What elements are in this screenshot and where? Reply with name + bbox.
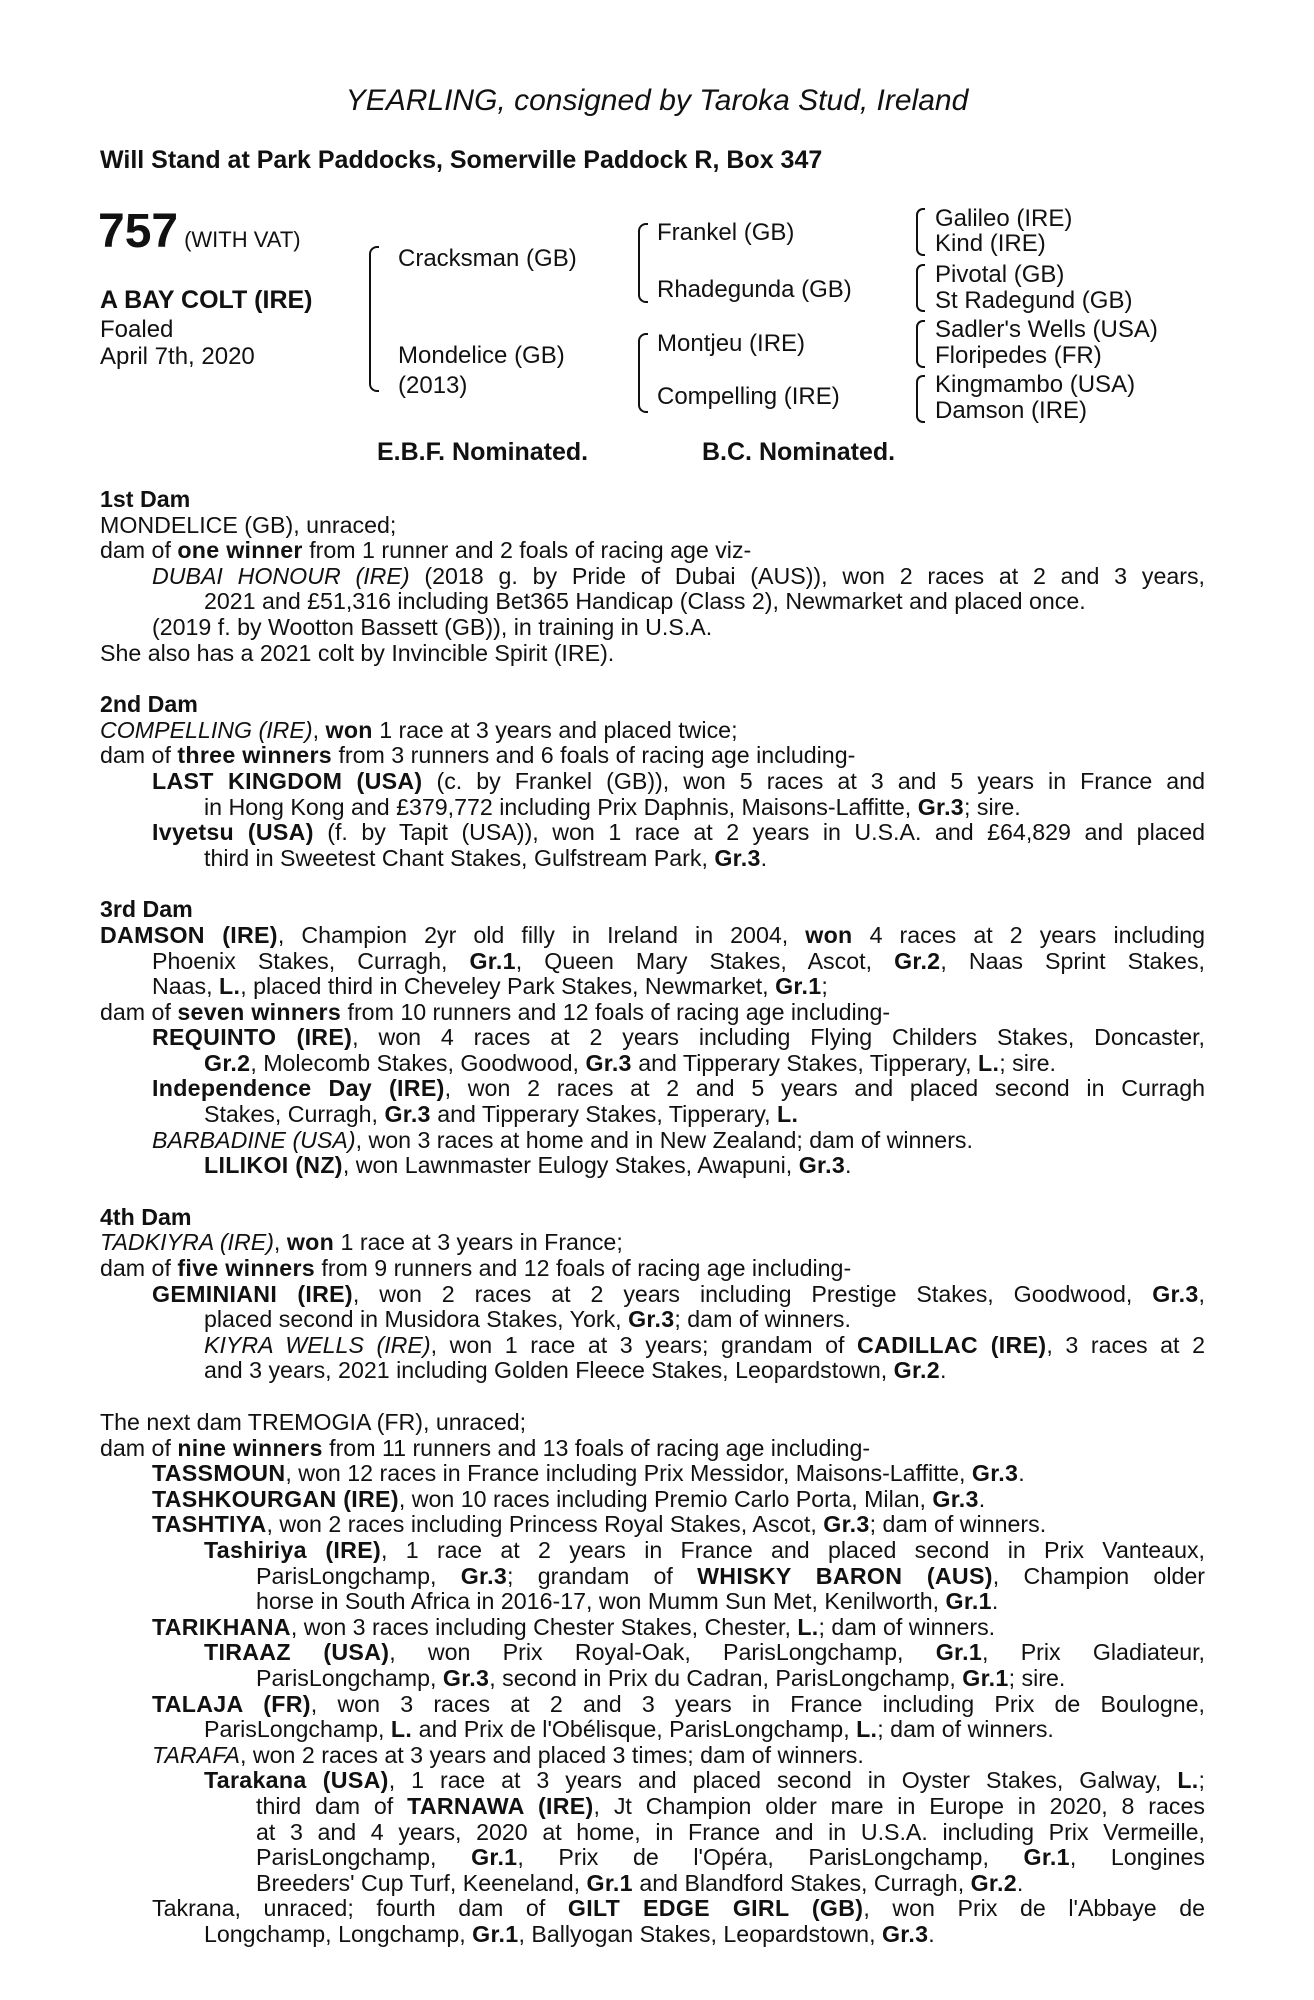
next-dam-line bbox=[100, 1871, 1205, 1897]
next-dam-line bbox=[100, 1512, 1205, 1538]
text-run: , won 1 race at 3 years; grandam of bbox=[430, 1331, 858, 1358]
text-run: , Prix de l'Opéra, ParisLongchamp, bbox=[517, 1844, 1024, 1871]
text-run: , Champion 2yr old filly in Ireland in 2004, bbox=[277, 921, 806, 948]
first-dam-line: She also has a 2021 colt by Invincible Spirit (IRE). bbox=[100, 639, 615, 666]
first-dam-heading: 1st Dam bbox=[100, 486, 191, 512]
stand-location: Will Stand at Park Paddocks, Somerville Paddock R, Box 347 bbox=[100, 146, 823, 174]
text-run: . bbox=[978, 1485, 986, 1512]
text-run: won bbox=[286, 1229, 335, 1256]
text-run: Gr.1 bbox=[945, 1588, 992, 1615]
text-run: , 3 races at 2 bbox=[1046, 1331, 1205, 1358]
text-run: ParisLongchamp, bbox=[256, 1844, 472, 1871]
pedigree-g1: Galileo (IRE) bbox=[935, 205, 1073, 232]
text-run: Gr.2 bbox=[893, 1357, 940, 1384]
text-run: nine winners bbox=[177, 1434, 323, 1461]
text-run: GILT EDGE GIRL (GB) bbox=[567, 1895, 864, 1922]
text-run: dam of bbox=[100, 742, 178, 769]
text-run: , won 10 races including Premio Carlo Porta, Milan, bbox=[398, 1485, 933, 1512]
lot-number-value: 757 bbox=[98, 205, 179, 258]
text-run: from 10 runners and 12 foals of racing age including- bbox=[341, 998, 891, 1025]
text-run: dam of bbox=[100, 1255, 178, 1282]
text-run: from 9 runners and 12 foals of racing age including- bbox=[314, 1255, 852, 1282]
text-run: ParisLongchamp, bbox=[256, 1664, 443, 1691]
text-run: , Longines bbox=[1069, 1844, 1205, 1871]
text-run: . bbox=[928, 1920, 935, 1947]
text-run: L. bbox=[777, 1101, 799, 1128]
text-run: TASSMOUN bbox=[152, 1460, 286, 1487]
text-run: ; sire. bbox=[964, 793, 1021, 820]
text-run: Gr.3 bbox=[714, 844, 761, 871]
text-run: Phoenix Stakes, Curragh, bbox=[152, 947, 470, 974]
text-run: one winner bbox=[177, 537, 303, 564]
brace-g1 bbox=[916, 208, 925, 256]
brace-dam bbox=[638, 333, 648, 413]
text-run: five winners bbox=[177, 1255, 315, 1282]
consignment-line: YEARLING, consigned by Taroka Stud, Ireland bbox=[345, 84, 969, 117]
first-dam-line: (2019 f. by Wootton Bassett (GB)), in training in U.S.A. bbox=[152, 613, 713, 640]
text-run: TADKIYRA (IRE) bbox=[100, 1229, 274, 1256]
next-dam-line bbox=[100, 1589, 1205, 1615]
text-run: Gr.3 bbox=[798, 1152, 846, 1179]
next-dam-line bbox=[100, 1640, 1205, 1666]
text-run: 4 races at 2 years including bbox=[852, 921, 1205, 948]
ebf-nomination: E.B.F. Nominated. bbox=[377, 438, 589, 466]
fourth-dam-line bbox=[100, 1307, 1205, 1333]
text-run: dam of bbox=[100, 998, 178, 1025]
text-run: , Prix Gladiateur, bbox=[982, 1639, 1206, 1666]
text-run: Gr.3 bbox=[823, 1511, 870, 1538]
second-dam-line bbox=[100, 820, 1205, 846]
text-run: , 1 race at 3 years and placed second in Oyster Stakes, Galway, bbox=[388, 1767, 1178, 1794]
text-run: 1 race at 3 years and placed twice; bbox=[372, 716, 738, 743]
brace-g4 bbox=[916, 375, 925, 423]
next-dam-line bbox=[100, 1564, 1205, 1590]
text-run: Gr.3 bbox=[881, 1920, 929, 1947]
text-run: , placed third in Cheveley Park Stakes, Newmarket, bbox=[240, 973, 776, 1000]
fourth-dam-line bbox=[100, 1333, 1205, 1359]
text-run: , won Lawnmaster Eulogy Stakes, Awapuni, bbox=[342, 1152, 799, 1179]
text-run: Stakes, Curragh, bbox=[204, 1101, 385, 1128]
text-run: (2018 g. by Pride of Dubai (AUS)), won 2 races at 2 and 3 years, bbox=[409, 562, 1205, 589]
next-dam-section bbox=[100, 1410, 1205, 1947]
text-run: ; sire. bbox=[1008, 1664, 1066, 1691]
text-run: Gr.1 bbox=[472, 1920, 519, 1947]
text-run: seven winners bbox=[177, 998, 342, 1025]
text-run: TARAFA bbox=[152, 1741, 241, 1768]
text-run: Gr.1 bbox=[962, 1664, 1009, 1691]
text-run: , won 4 races at 2 years including Flying Childers Stakes, Doncaster, bbox=[352, 1024, 1206, 1051]
text-run: ParisLongchamp, bbox=[256, 1562, 461, 1589]
text-run: Gr.3 bbox=[971, 1460, 1019, 1487]
text-run: ; bbox=[821, 973, 828, 1000]
brace-main bbox=[369, 246, 379, 392]
text-run: BARBADINE (USA) bbox=[152, 1126, 356, 1153]
pedigree-sire: Cracksman (GB) bbox=[398, 245, 577, 272]
text-run: , 1 race at 2 years in France and placed second in Prix Vanteaux, bbox=[381, 1536, 1205, 1563]
text-run: DUBAI HONOUR (IRE) bbox=[152, 562, 410, 589]
text-run: Ivyetsu (USA) bbox=[152, 819, 314, 846]
third-dam-line bbox=[100, 974, 1205, 1000]
next-dam-line bbox=[100, 1538, 1205, 1564]
second-dam-line bbox=[100, 743, 1205, 769]
pedigree-dam-sire: Montjeu (IRE) bbox=[657, 330, 806, 357]
text-run: placed second in Musidora Stakes, York, bbox=[204, 1306, 629, 1333]
next-dam-line bbox=[100, 1794, 1205, 1820]
text-run: Longchamp, Longchamp, bbox=[204, 1920, 473, 1947]
pedigree-g6: Floripedes (FR) bbox=[935, 342, 1102, 369]
text-run: three winners bbox=[177, 742, 333, 769]
text-run: dam of bbox=[100, 1434, 178, 1461]
third-dam-line bbox=[100, 1025, 1205, 1051]
text-run: TALAJA (FR) bbox=[152, 1690, 311, 1717]
text-run: L. bbox=[978, 1049, 1000, 1076]
second-dam-section bbox=[100, 692, 1205, 871]
third-dam-line bbox=[100, 1102, 1205, 1128]
text-run: Gr.1 bbox=[471, 1844, 518, 1871]
text-run: , won 2 races at 2 years including Prestige Stakes, Goodwood, bbox=[352, 1280, 1153, 1307]
text-run: REQUINTO (IRE) bbox=[152, 1024, 353, 1051]
fourth-dam-line bbox=[100, 1358, 1205, 1384]
third-dam-line bbox=[100, 923, 1205, 949]
brace-sire bbox=[638, 223, 648, 303]
text-run: . bbox=[760, 844, 768, 871]
fourth-dam-heading: 4th Dam bbox=[100, 1203, 192, 1230]
text-run: LAST KINGDOM (USA) bbox=[152, 767, 423, 794]
text-run: and Tipperary Stakes, Tipperary, bbox=[631, 1049, 979, 1076]
text-run: . bbox=[991, 1588, 999, 1615]
text-run: ; sire. bbox=[999, 1049, 1056, 1076]
next-dam-line bbox=[100, 1487, 1205, 1513]
lot-number bbox=[98, 204, 301, 259]
text-run: . bbox=[845, 1152, 852, 1179]
fourth-dam-line bbox=[100, 1282, 1205, 1308]
text-run: L. bbox=[219, 973, 241, 1000]
pedigree-g3: Pivotal (GB) bbox=[935, 261, 1065, 288]
text-run: , won 2 races including Princess Royal Stakes, Ascot, bbox=[266, 1511, 824, 1538]
text-run: L. bbox=[797, 1613, 819, 1640]
text-run: , Jt Champion older mare in Europe in 2020, 8 races bbox=[593, 1792, 1205, 1819]
text-run: Breeders' Cup Turf, Keeneland, bbox=[256, 1869, 587, 1896]
text-run: Gr.1 bbox=[586, 1869, 633, 1896]
text-run: Gr.3 bbox=[442, 1664, 490, 1691]
text-run: Gr.1 bbox=[1023, 1844, 1070, 1871]
text-run: L. bbox=[1177, 1767, 1199, 1794]
text-run: ; dam of winners. bbox=[674, 1306, 851, 1333]
text-run: Gr.2 bbox=[970, 1869, 1017, 1896]
text-run: TIRAAZ (USA) bbox=[204, 1639, 390, 1666]
second-dam-line bbox=[100, 718, 1205, 744]
foaled-label: Foaled bbox=[100, 316, 174, 343]
second-dam-line bbox=[100, 769, 1205, 795]
pedigree-g5: Sadler's Wells (USA) bbox=[935, 316, 1158, 343]
text-run: won bbox=[805, 921, 853, 948]
text-run: , won Prix Royal-Oak, ParisLongchamp, bbox=[389, 1639, 936, 1666]
pedigree-g4: St Radegund (GB) bbox=[935, 287, 1133, 314]
text-run: ; dam of winners. bbox=[877, 1716, 1054, 1743]
text-run: TARIKHANA bbox=[152, 1613, 291, 1640]
next-dam-line bbox=[100, 1845, 1205, 1871]
text-run: . bbox=[939, 1357, 947, 1384]
third-dam-line bbox=[100, 1076, 1205, 1102]
text-run: from 11 runners and 13 foals of racing age including- bbox=[322, 1434, 871, 1461]
text-run: . bbox=[1018, 1460, 1025, 1487]
text-run: Naas, bbox=[152, 973, 220, 1000]
text-run: Gr.3 bbox=[384, 1101, 431, 1128]
third-dam-line bbox=[100, 1128, 1205, 1154]
text-run: , second in Prix du Cadran, ParisLongchamp, bbox=[489, 1664, 963, 1691]
text-run: Takrana, unraced; fourth dam of bbox=[152, 1895, 568, 1922]
text-run: and Tipperary Stakes, Tipperary, bbox=[430, 1101, 778, 1128]
text-run: and Blandford Stakes, Curragh, bbox=[632, 1869, 971, 1896]
text-run: ParisLongchamp, bbox=[204, 1716, 391, 1743]
text-run: LILIKOI (NZ) bbox=[204, 1152, 343, 1179]
text-run: WHISKY BARON (AUS) bbox=[697, 1562, 993, 1589]
next-dam-line: The next dam TREMOGIA (FR), unraced; bbox=[100, 1409, 527, 1435]
text-run: , Champion older bbox=[992, 1562, 1205, 1589]
text-run: ; bbox=[1198, 1767, 1205, 1794]
third-dam-line bbox=[100, 1153, 1205, 1179]
text-run: L. bbox=[856, 1716, 878, 1743]
first-dam-line: 2021 and £51,316 including Bet365 Handicap (Class 2), Newmarket and placed once. bbox=[204, 588, 1086, 615]
next-dam-line bbox=[100, 1615, 1205, 1641]
pedigree-sire-dam: Rhadegunda (GB) bbox=[657, 276, 852, 303]
text-run: , bbox=[1198, 1280, 1205, 1307]
text-run: Gr.1 bbox=[469, 947, 516, 974]
text-run: CADILLAC (IRE) bbox=[857, 1331, 1047, 1358]
second-dam-heading: 2nd Dam bbox=[100, 691, 198, 718]
third-dam-line bbox=[100, 1051, 1205, 1077]
pedigree-g8: Damson (IRE) bbox=[935, 397, 1088, 424]
pedigree-sire-sire: Frankel (GB) bbox=[657, 219, 795, 246]
text-run: horse in South Africa in 2016-17, won Mumm Sun Met, Kenilworth, bbox=[256, 1588, 946, 1615]
third-dam-line bbox=[100, 949, 1205, 975]
next-dam-line bbox=[100, 1666, 1205, 1692]
produce-record bbox=[100, 487, 1205, 1947]
next-dam-line bbox=[100, 1896, 1205, 1922]
first-dam-line bbox=[100, 538, 1205, 564]
text-run: TARNAWA (IRE) bbox=[407, 1792, 594, 1819]
text-run: third dam of bbox=[256, 1792, 408, 1819]
text-run: and Prix de l'Obélisque, ParisLongchamp, bbox=[412, 1716, 857, 1743]
text-run: TASHKOURGAN (IRE) bbox=[152, 1485, 399, 1512]
first-dam-line bbox=[100, 564, 1205, 590]
text-run: (c. by Frankel (GB)), won 5 races at 3 and 5 years in France and bbox=[422, 767, 1205, 794]
text-run: DAMSON (IRE) bbox=[100, 921, 278, 948]
text-run: Gr.3 bbox=[628, 1306, 675, 1333]
next-dam-line: at 3 and 4 years, 2020 at home, in France and in U.S.A. including Prix Vermeille, bbox=[256, 1818, 1205, 1845]
text-run: Gr.3 bbox=[460, 1562, 508, 1589]
text-run: Gr.3 bbox=[932, 1485, 979, 1512]
text-run: KIYRA WELLS (IRE) bbox=[204, 1331, 431, 1358]
fourth-dam-section bbox=[100, 1205, 1205, 1384]
text-run: , won 12 races in France including Prix Messidor, Maisons-Laffitte, bbox=[285, 1460, 972, 1487]
text-run: from 3 runners and 6 foals of racing age including- bbox=[332, 742, 856, 769]
pedigree-g2: Kind (IRE) bbox=[935, 230, 1046, 257]
text-run: , Naas Sprint Stakes, bbox=[940, 947, 1205, 974]
text-run: dam of bbox=[100, 537, 178, 564]
text-run: in Hong Kong and £379,772 including Prix Daphnis, Maisons-Laffitte, bbox=[204, 793, 918, 820]
horse-name: A BAY COLT (IRE) bbox=[100, 286, 313, 314]
foaled-info bbox=[100, 316, 255, 370]
text-run: . bbox=[1016, 1869, 1024, 1896]
text-run: Tarakana (USA) bbox=[204, 1767, 389, 1794]
text-run: , bbox=[312, 716, 326, 743]
text-run: 1 race at 3 years in France; bbox=[334, 1229, 623, 1256]
text-run: third in Sweetest Chant Stakes, Gulfstream Park, bbox=[204, 844, 715, 871]
text-run: Tashiriya (IRE) bbox=[204, 1536, 381, 1563]
next-dam-line bbox=[100, 1768, 1205, 1794]
text-run: and 3 years, 2021 including Golden Fleece Stakes, Leopardstown, bbox=[204, 1357, 894, 1384]
text-run: , won 2 races at 3 years and placed 3 times; dam of winners. bbox=[240, 1741, 864, 1768]
text-run: , won 3 races at home and in New Zealand; dam of winners. bbox=[355, 1126, 973, 1153]
text-run: Gr.3 bbox=[585, 1049, 632, 1076]
next-dam-line bbox=[100, 1922, 1205, 1948]
third-dam-line bbox=[100, 1000, 1205, 1026]
text-run: ; grandam of bbox=[507, 1562, 698, 1589]
text-run: , Ballyogan Stakes, Leopardstown, bbox=[518, 1920, 882, 1947]
brace-g2 bbox=[916, 264, 925, 312]
pedigree-dam: Mondelice (GB) bbox=[398, 342, 565, 369]
fourth-dam-line bbox=[100, 1256, 1205, 1282]
next-dam-line bbox=[100, 1743, 1205, 1769]
text-run: won bbox=[325, 716, 373, 743]
next-dam-line bbox=[100, 1692, 1205, 1718]
text-run: Gr.2 bbox=[204, 1049, 251, 1076]
text-run: from 1 runner and 2 foals of racing age viz- bbox=[302, 537, 752, 564]
text-run: Gr.3 bbox=[917, 793, 965, 820]
text-run: GEMINIANI (IRE) bbox=[152, 1280, 353, 1307]
brace-g3 bbox=[916, 320, 925, 368]
second-dam-line bbox=[100, 846, 1205, 872]
text-run: (f. by Tapit (USA)), won 1 race at 2 years in U.S.A. and £64,829 and placed bbox=[313, 819, 1205, 846]
text-run: , bbox=[273, 1229, 287, 1256]
third-dam-section bbox=[100, 897, 1205, 1179]
bc-nomination: B.C. Nominated. bbox=[702, 438, 896, 466]
text-run: , won 2 races at 2 and 5 years and placed second in Curragh bbox=[444, 1075, 1205, 1102]
text-run: , won 3 races at 2 and 3 years in France including Prix de Boulogne, bbox=[310, 1690, 1205, 1717]
text-run: Gr.2 bbox=[894, 947, 941, 974]
pedigree-dam-year: (2013) bbox=[398, 372, 468, 399]
pedigree-g7: Kingmambo (USA) bbox=[935, 371, 1136, 398]
first-dam-section bbox=[100, 487, 1205, 666]
text-run: L. bbox=[390, 1716, 413, 1743]
text-run: , won 3 races including Chester Stakes, Chester, bbox=[290, 1613, 798, 1640]
second-dam-line bbox=[100, 795, 1205, 821]
first-dam-line: MONDELICE (GB), unraced; bbox=[100, 511, 397, 538]
text-run: ; dam of winners. bbox=[818, 1613, 996, 1640]
text-run: , Queen Mary Stakes, Ascot, bbox=[515, 947, 895, 974]
vat-note: (WITH VAT) bbox=[184, 227, 301, 252]
fourth-dam-line bbox=[100, 1230, 1205, 1256]
third-dam-heading: 3rd Dam bbox=[100, 896, 193, 923]
text-run: Gr.3 bbox=[1152, 1280, 1199, 1307]
text-run: Gr.1 bbox=[775, 973, 822, 1000]
text-run: Gr.1 bbox=[935, 1639, 983, 1666]
foaled-date: April 7th, 2020 bbox=[100, 343, 255, 370]
text-run: Independence Day (IRE) bbox=[152, 1075, 445, 1102]
next-dam-line bbox=[100, 1436, 1205, 1462]
next-dam-line bbox=[100, 1717, 1205, 1743]
next-dam-line bbox=[100, 1461, 1205, 1487]
text-run: , Molecomb Stakes, Goodwood, bbox=[250, 1049, 586, 1076]
text-run: TASHTIYA bbox=[152, 1511, 267, 1538]
pedigree-dam-dam: Compelling (IRE) bbox=[657, 383, 840, 410]
text-run: COMPELLING (IRE) bbox=[100, 716, 313, 743]
text-run: ; dam of winners. bbox=[869, 1511, 1047, 1538]
text-run: , won Prix de l'Abbaye de bbox=[863, 1895, 1205, 1922]
